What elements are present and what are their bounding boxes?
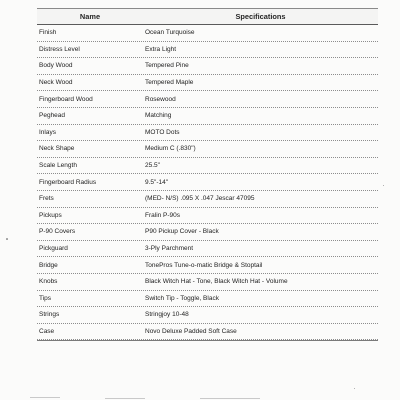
scan-edge-mark — [30, 397, 60, 398]
row-spec: Stringjoy 10-48 — [145, 311, 189, 319]
table-row — [37, 224, 378, 241]
row-name: Tips — [39, 294, 52, 302]
table-row — [37, 158, 378, 175]
row-spec: Tempered Pine — [145, 62, 189, 70]
row-spec: Extra Light — [145, 45, 177, 53]
row-spec: 25.5" — [145, 162, 160, 170]
row-name: Body Wood — [39, 62, 73, 70]
row-spec: 9.5"-14" — [145, 178, 169, 186]
scan-speck — [354, 388, 355, 389]
table-header — [37, 8, 378, 25]
row-name: Peghead — [39, 112, 66, 120]
row-spec: Ocean Turquoise — [145, 29, 195, 37]
row-name: Fingerboard Wood — [39, 95, 93, 103]
table-row — [37, 208, 378, 225]
row-spec: Switch Tip - Toggle, Black — [145, 294, 219, 302]
row-name: Fingerboard Radius — [39, 178, 97, 186]
table-row — [37, 241, 378, 258]
row-spec: Novo Deluxe Padded Soft Case — [145, 327, 237, 335]
row-name: Distress Level — [39, 45, 80, 53]
row-spec: Rosewood — [145, 95, 176, 103]
scan-speck — [6, 238, 8, 240]
scan-edge-mark — [105, 398, 145, 399]
table-row — [37, 125, 378, 142]
row-name: P-90 Covers — [39, 228, 76, 236]
table-row — [37, 75, 378, 92]
header-specifications: Specifications — [235, 12, 286, 21]
table-row — [37, 291, 378, 308]
table-row — [37, 141, 378, 158]
table-row — [37, 257, 378, 274]
row-spec: Matching — [145, 112, 172, 120]
row-spec: Medium C (.830") — [145, 145, 196, 153]
row-spec: 3-Ply Parchment — [145, 245, 194, 253]
table-row — [37, 58, 378, 75]
row-name: Finish — [39, 29, 57, 37]
table-row — [37, 274, 378, 291]
table-row — [37, 324, 378, 341]
row-spec: Black Witch Hat - Tone, Black Witch Hat - Volume — [145, 278, 288, 286]
table-row — [37, 174, 378, 191]
row-name: Scale Length — [39, 162, 77, 170]
table-row — [37, 42, 378, 59]
row-name: Frets — [39, 195, 54, 203]
row-spec: Tempered Maple — [145, 79, 194, 87]
spec-table-body — [37, 25, 378, 340]
header-name: Name — [79, 12, 101, 21]
row-name: Case — [39, 327, 55, 335]
row-name: Pickups — [39, 211, 62, 219]
row-spec: TonePros Tune-o-matic Bridge & Stoptail — [145, 261, 263, 269]
row-name: Knobs — [39, 278, 58, 286]
spec-sheet — [37, 8, 378, 340]
table-row — [37, 307, 378, 324]
row-spec: P90 Pickup Cover - Black — [145, 228, 219, 236]
table-row — [37, 25, 378, 42]
scan-speck — [383, 185, 384, 186]
table-row — [37, 91, 378, 108]
row-name: Pickguard — [39, 245, 68, 253]
scan-edge-mark — [200, 398, 260, 399]
table-bottom-rule — [37, 340, 378, 341]
table-row — [37, 108, 378, 125]
row-spec: Fralin P-90s — [145, 211, 181, 219]
row-name: Neck Shape — [39, 145, 75, 153]
row-name: Neck Wood — [39, 79, 73, 87]
row-name: Strings — [39, 311, 60, 319]
row-spec: (MED- N/S) .095 X .047 Jescar 47095 — [145, 195, 255, 203]
row-spec: MOTO Dots — [145, 128, 180, 136]
table-row — [37, 191, 378, 208]
row-name: Bridge — [39, 261, 58, 269]
row-name: Inlays — [39, 128, 56, 136]
